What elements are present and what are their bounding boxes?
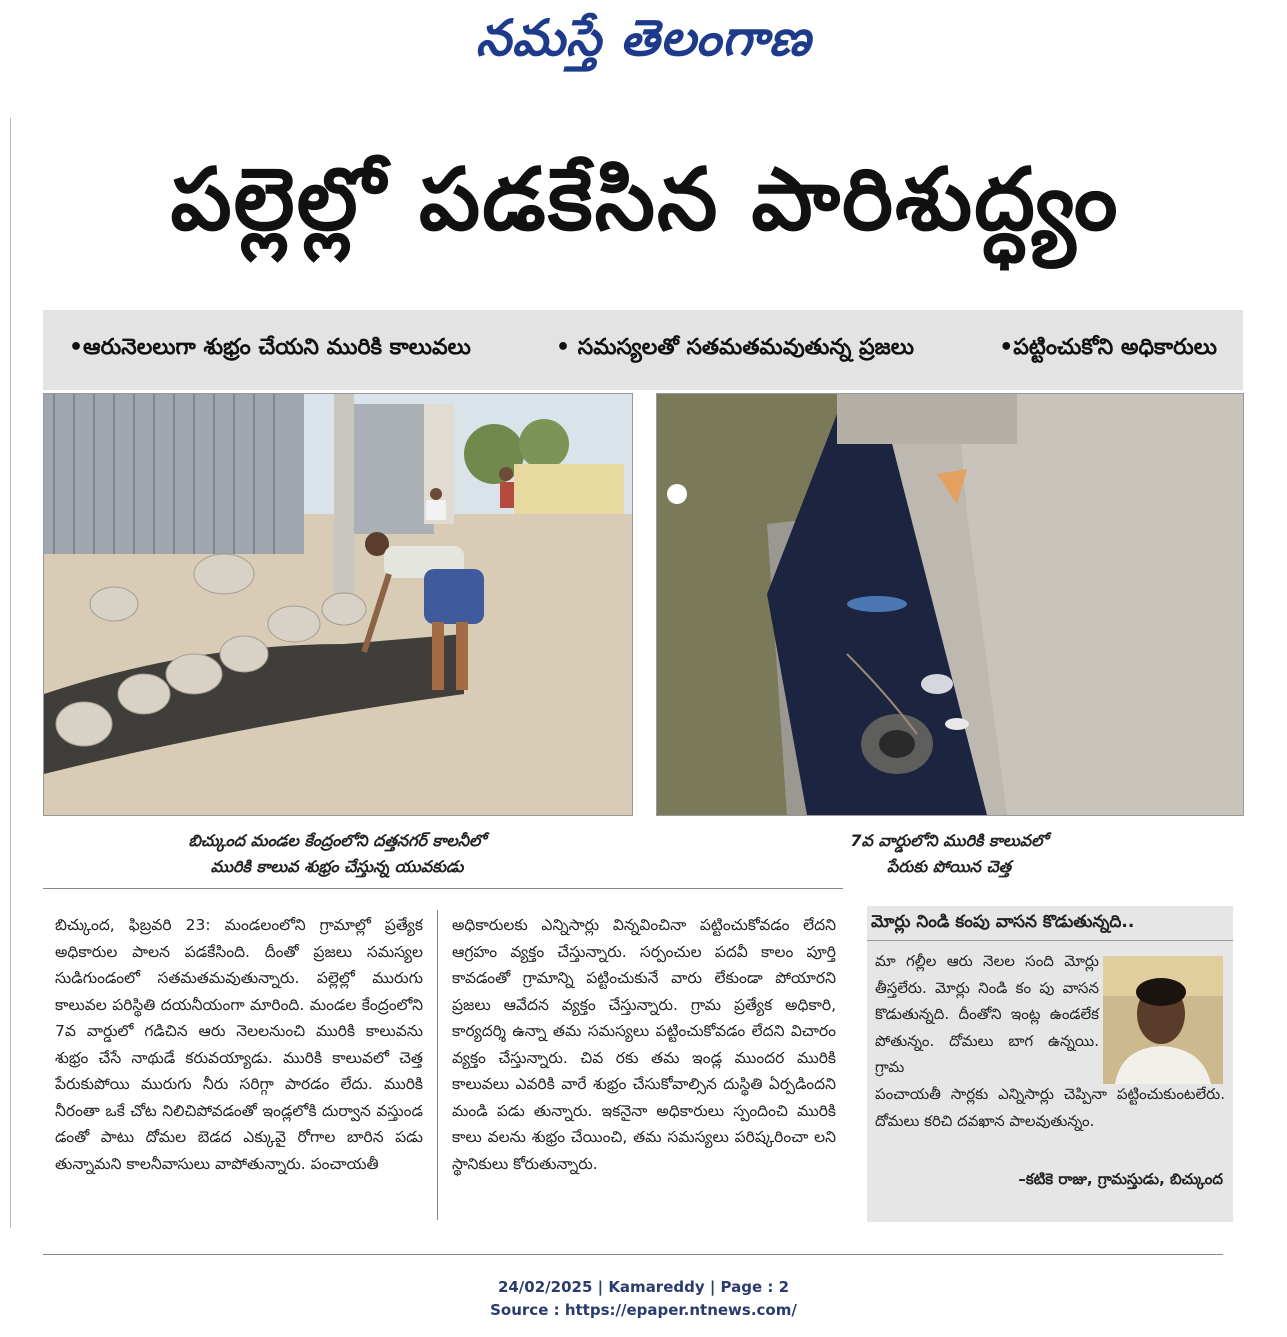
caption-line: మురికి కాలువ శుభ్రం చేస్తున్న యువకుడు [210, 857, 464, 876]
column-divider [437, 910, 438, 1220]
sidebar-credit: –కటికె రాజు, గ్రామస్తుడు, బిచ్కుంద [1018, 1170, 1223, 1188]
footer-edition-info: 24/02/2025 | Kamareddy | Page : 2 [497, 1278, 790, 1296]
sidebar-text: పంచాయతీ సార్లకు ఎన్నిసార్లు చెప్పినా పట్టించుకుంటలేరు. దోమలు కరిచి దవఖాన పాలవుతున్నం. [875, 1085, 1225, 1130]
caption-line: పేరుకు పోయిన చెత్త [886, 857, 1012, 876]
photo-illustration [44, 394, 632, 815]
photo-illustration [657, 394, 1243, 815]
subheadline-item: •ఆరునెలలుగా శుభ్రం చేయని మురికి కాలువలు [69, 335, 471, 360]
caption-line: బిచ్కుంద మండల కేంద్రంలోని దత్తనగర్ కాలనీలో [188, 831, 486, 850]
divider-rule [43, 888, 843, 889]
subheadline-bar [43, 310, 1243, 390]
footer-source-link[interactable]: Source : https://epaper.ntnews.com/ [490, 1301, 797, 1319]
sidebar-text: మా గల్లీల ఆరు నెలల సంది మోర్లు తీస్తలేరు. మోర్లు నిండి కం పు వాసన కొడుతున్నది. దీంతోని ఇంట్ల ఉండలేక పోతున్నం. దోమలు బాగ ఉన్నయి. గ్రామ [875, 952, 1099, 1076]
sidebar-quote-box [867, 906, 1233, 1222]
divider-rule [43, 1254, 1223, 1255]
frame-divider [10, 118, 11, 1228]
masthead-logo: నమస్తే తెలంగాణ [475, 8, 812, 67]
photo-garbage-in-drain [656, 393, 1244, 816]
photo-caption-right [656, 828, 1242, 880]
portrait-illustration [1103, 956, 1223, 1084]
article-headline: పల్లెల్లో పడకేసిన పారిశుద్ధ్యం [170, 150, 1120, 250]
sidebar-title: మోర్లు నిండి కంపు వాసన కొడుతున్నది.. [867, 906, 1233, 941]
article-column-1: బిచ్కుంద, ఫిబ్రవరి 23: మండలంలోని గ్రామాల్లో ప్రత్యేక అధికారుల పాలన పడకేసింది. దీంతో ప్రజలు సమస్యల సుడిగుండంలో సతమతమవుతున్నారు. పల్లెల్లో మురుగు కాలువల పరిస్థితి దయనీయంగా మారింది. మండల కేంద్రంలోని 7వ వార్డులో గడిచిన ఆరు నెలలనుంచి మురికి కాలువను శుభ్రం చేసే నాథుడే కరువయ్యాడు. మురికి కాలువలో చెత్త పేరుకుపోయి మురుగు నీరు సరిగ్గా పారడం లేదు. మురికి నీరంతా ఒకే చోట నిలిచిపోవడంతో ఇండ్లలోకి దుర్వాన వస్తుండ డంతో పాటు దోమల బెడద ఎక్కువై రోగాల బారిన పడు తున్నామని కాలనీవాసులు వాపోతున్నారు. పంచాయతీ [55, 916, 423, 1173]
caption-line: 7వ వార్డులోని మురికి కాలువలో [850, 831, 1048, 850]
article-column-2: అధికారులకు ఎన్నిసార్లు విన్నవించినా పట్టించుకోవడం లేదని ఆగ్రహం వ్యక్తం చేస్తున్నారు. సర్పంచుల పదవీ కాలం పూర్తి కావడంతో గ్రామాన్ని పట్టించుకునే వారు లేకుండా పోయారని ప్రజలు ఆవేదన వ్యక్తం చేస్తున్నారు. గ్రామ ప్రత్యేక అధికారి, కార్యదర్శి ఉన్నా తమ సమస్యలు పట్టించుకోవడం లేదని విచారం వ్యక్తం చేస్తున్నారు. చివ రకు తమ ఇండ్ల ముందర మురికి కాలువలు ఎవరికి వారే శుభ్రం చేసుకోవాల్సిన దుస్థితి ఏర్పడిందని మండి పడు తున్నారు. ఇకనైనా అధికారులు స్పందించి మురికి కాలు వలను శుభ్రం చేయించి, తమ సమస్యలు పరిష్కరించా లని స్థానికులు కోరుతున్నారు. [452, 916, 836, 1173]
subheadline-item: • సమస్యలతో సతమతమవుతున్న ప్రజలు [556, 335, 914, 360]
subheadline-item: •పట్టించుకోని అధికారులు [999, 335, 1217, 360]
photo-man-cleaning-drain [43, 393, 633, 816]
resident-portrait-photo [1103, 956, 1223, 1084]
photo-caption-left [43, 828, 631, 880]
